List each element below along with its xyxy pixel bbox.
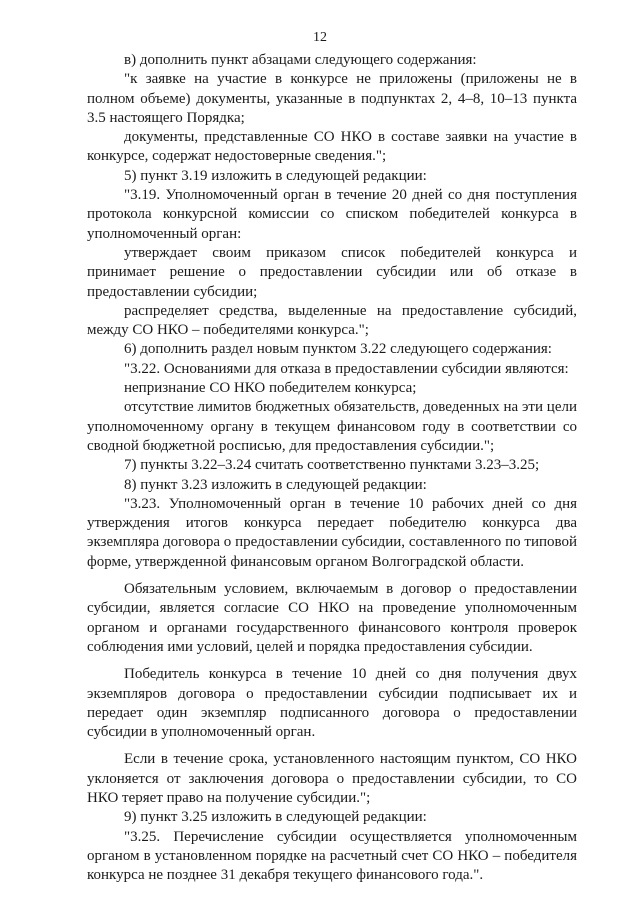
paragraph-3-19: "3.19. Уполномоченный орган в течение 20 дней со дня поступления протокола конкурсной комиссии со списком победителей конкурса в уполномоченный орган: (87, 187, 577, 242)
paragraph-3-23: "3.23. Уполномоченный орган в течение 10 рабочих дней со дня утверждения итогов конкурса передает победителю конкурса два экземпляра договора о предоставлении субсидии, составленного по типовой форме, утвержденной финансовым органом Волгоградской области. (87, 495, 577, 570)
paragraph-item-v: в) дополнить пункт абзацами следующего содержания: (124, 52, 477, 68)
paragraph-unreliable-info: документы, представленные СО НКО в составе заявки на участие в конкурсе, содержат недостоверные сведения."; (87, 129, 577, 165)
paragraph-no-documents: "к заявке на участие в конкурсе не приложены (приложены не в полном объеме) документы, указанные в подпунктах 2, 4–8, 10–13 пункта 3.5 настоящего Порядка; (87, 71, 577, 126)
paragraph-approves-list: утверждает своим приказом список победителей конкурса и принимает решение о предоставлении субсидии или об отказе в предоставлении субсидии; (87, 244, 577, 300)
paragraph-item-6: 6) дополнить раздел новым пунктом 3.22 следующего содержания: (124, 341, 552, 358)
paragraph-evades-contract: Если в течение срока, установленного настоящим пунктом, СО НКО уклоняется от заключения договора о предоставлении субсидии, то СО НКО теряет право на получение субсидии."; (87, 751, 577, 806)
paragraph-item-8: 8) пункт 3.23 изложить в следующей редакции: (124, 476, 427, 493)
document-body (87, 51, 577, 885)
paragraph-item-9: 9) пункт 3.25 изложить в следующей редакции: (124, 809, 427, 826)
paragraph-3-25: "3.25. Перечисление субсидии осуществляется уполномоченным органом в установленном порядке на расчетный счет СО НКО – победителя конкурса не позднее 31 декабря текущего финансового года.". (87, 828, 577, 884)
paragraph-distributes-funds: распределяет средства, выделенные на предоставление субсидий, между СО НКО – победителями конкурса."; (87, 302, 577, 339)
paragraph-no-limits: отсутствие лимитов бюджетных обязательств, доведенных на эти цели уполномоченному органу в текущем финансовом году в соответствии со сводной бюджетной росписью, для предоставления субсидии."; (87, 399, 577, 454)
paragraph-mandatory-condition: Обязательным условием, включаемым в договор о предоставлении субсидии, является согласие СО НКО на проведение уполномоченным органом и органами государственного финансового контроля проверок соблюдения ими условий, целей и порядка предоставления субсидии. (87, 581, 577, 655)
paragraph-3-22: "3.22. Основаниями для отказа в предоставлении субсидии являются: (124, 360, 569, 377)
paragraph-winner-signs: Победитель конкурса в течение 10 дней со дня получения двух экземпляров договора о предоставлении субсидии подписывает их и передает один экземпляр подписанного договора о предоставлении субсидии в уполномоченный орган. (87, 666, 577, 741)
page-number: 12 (313, 30, 327, 45)
paragraph-item-7: 7) пункты 3.22–3.24 считать соответственно пунктами 3.23–3.25; (124, 457, 540, 474)
paragraph-not-winner: непризнание СО НКО победителем конкурса; (124, 380, 417, 397)
paragraph-item-5: 5) пункт 3.19 изложить в следующей редакции: (124, 167, 427, 184)
